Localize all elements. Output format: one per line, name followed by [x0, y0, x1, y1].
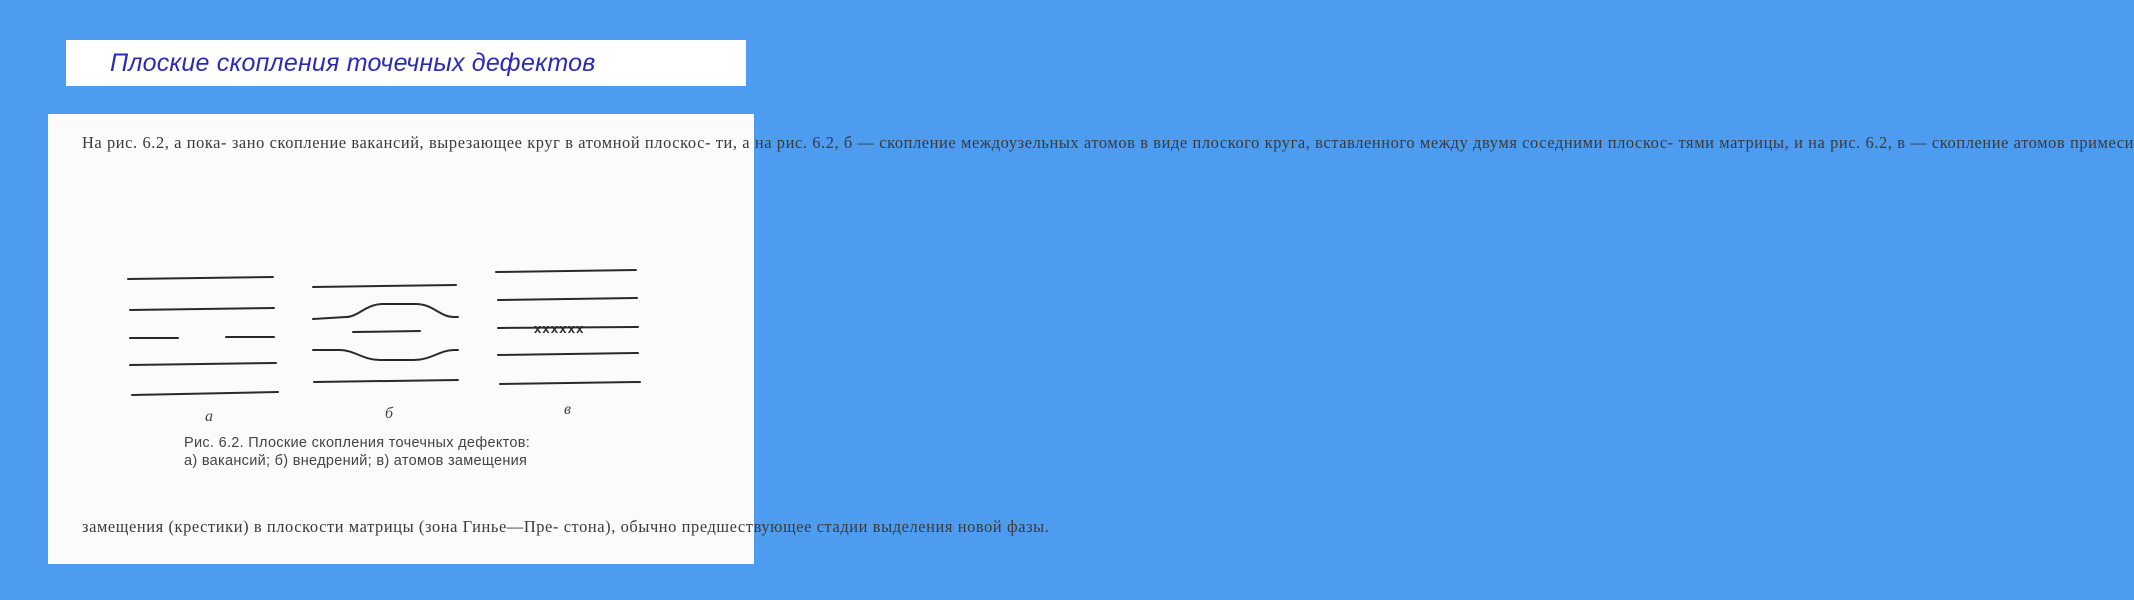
atomic-plane-bulged-up — [313, 304, 458, 319]
diagram-a-vacancies — [128, 277, 278, 395]
caption-line: а) вакансий; б) внедрений; в) атомов замещения — [184, 453, 528, 469]
text-line: ти, а на рис. 6.2, б — скопление междоузельных атомов в виде — [715, 133, 1188, 152]
text-line: стона), обычно предшествующее стадии выделения новой фазы. — [563, 517, 1050, 536]
slide-title: Плоские скопления точечных дефектов — [110, 48, 596, 77]
text-line: плоского круга, вставленного между двумя соседними плоскос- — [1192, 133, 1674, 152]
text-line: тями матрицы, и на рис. 6.2, в — скопление атомов примеси — [1678, 133, 2134, 152]
text-line: На рис. 6.2, а пока- — [82, 133, 228, 152]
slide-title-box — [66, 40, 746, 86]
caption-line: Рис. 6.2. Плоские скопления точечных дефектов: — [184, 435, 531, 451]
atomic-plane-line — [496, 270, 636, 272]
atomic-plane-line — [500, 382, 640, 384]
atomic-plane-line — [130, 363, 276, 365]
figure-caption — [184, 434, 530, 470]
atomic-plane-line — [314, 380, 458, 382]
substitution-atom-marks: xxxxxx — [534, 321, 585, 336]
text-line: замещения (крестики) в плоскости матрицы (зона Гинье—Пре- — [82, 517, 559, 536]
scanned-page — [48, 114, 2134, 564]
paragraph-bottom — [82, 516, 1050, 539]
figure-label-a: а — [205, 408, 213, 425]
diagram-b-interstitials — [313, 285, 458, 382]
text-line: зано скопление вакансий, вырезающее круг в атомной плоскос- — [231, 133, 712, 152]
inserted-plane-line — [353, 331, 420, 332]
atomic-plane-line — [313, 285, 456, 287]
atomic-plane-line — [128, 277, 273, 279]
atomic-plane-line — [498, 298, 637, 300]
figure-6-2 — [48, 114, 754, 564]
atomic-plane-line — [132, 392, 278, 395]
figure-label-c: в — [564, 401, 571, 418]
figure-label-b: б — [385, 405, 394, 422]
atomic-plane-bulged-down — [313, 350, 458, 360]
atomic-plane-line — [498, 353, 638, 355]
atomic-plane-line — [130, 308, 274, 310]
